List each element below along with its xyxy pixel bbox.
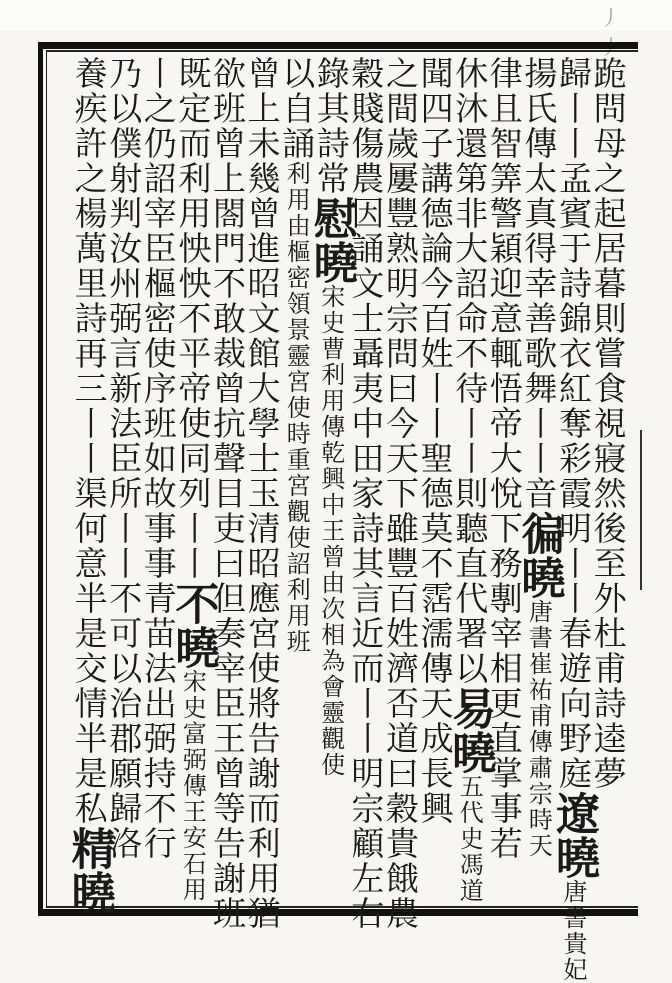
body-text: 之間歲屢豐熟明宗問曰今天下雖豐百姓濟否道曰穀貴餓農 xyxy=(380,56,420,931)
annotation-text: 利用由樞密領景靈宮使時重宮觀使詔利用班 xyxy=(282,161,311,655)
text-column xyxy=(305,56,357,906)
body-text: 欲班曾上閤門不敢裁曾抗聲目吏曰但奏宰臣王曾等告謝班 xyxy=(207,56,247,931)
annotation-text: 五代史馮道 xyxy=(455,774,484,904)
body-text: 揚氏傳太真得幸善歌舞丨丨音 xyxy=(519,56,559,511)
body-text: 既定而利用怏怏不平帝使同列丨丨 xyxy=(173,56,213,581)
text-column xyxy=(588,56,631,906)
body-text: 跪問母之起居暮則嘗食視寢然後至外杜甫詩逵夢 xyxy=(588,56,628,791)
body-text: 丨之仍詔宰臣樞密使序班如故事事青苗法出弼持不行 xyxy=(138,56,178,861)
body-text: 穀賤傷農因誦文士聶夷中田家詩其言近而丨丨明宗顧左右 xyxy=(346,56,386,931)
body-text: 歸丨丨孟賓于詩錦衣紅奪彩霞明丨丨春遊向野庭 xyxy=(553,56,593,791)
scan-top-margin xyxy=(0,0,672,30)
annotation-text: 宋史富弼傳王安石用 xyxy=(178,669,207,903)
annotation-text: 宋史曹利用傳乾興中王曾由次相為會靈觀使 xyxy=(316,284,345,778)
annotation-text: 唐書貴妃 xyxy=(558,879,587,983)
headword: 徧曉 xyxy=(513,511,565,599)
text-column xyxy=(513,56,565,906)
body-text: 聞四子講德論今百姓丨丨聖德莫不霑濡傳天成長興 xyxy=(415,56,455,826)
text-column xyxy=(138,56,181,906)
edge-marks: 丿 丿 xyxy=(600,6,630,59)
headword: 精曉 xyxy=(63,826,115,914)
body-text: 休沐還第非大詔命不待丨丨則聽直代署以 xyxy=(450,56,490,686)
text-column xyxy=(444,56,496,906)
body-text: 錄其詩常 xyxy=(311,56,351,196)
headword: 不曉 xyxy=(167,581,219,669)
text-column xyxy=(415,56,458,906)
body-text: 曾上未幾曾進昭文館大學士玉清昭應宮使將告謝而利用猶 xyxy=(242,56,282,931)
headword: 慰曉 xyxy=(305,196,357,284)
text-column xyxy=(484,56,527,906)
text-column xyxy=(547,56,599,983)
text-column xyxy=(167,56,219,906)
binding-edge xyxy=(640,430,672,590)
text-column xyxy=(104,56,147,906)
body-text: 養疾許之楊萬里詩再三丨丨渠何意半是交情半是私 xyxy=(69,56,109,826)
headword: 易曉 xyxy=(444,686,496,774)
body-text: 乃以僕射判汝州弼言新法臣所丨丨不可以治郡願歸洛 xyxy=(104,56,144,861)
headword: 遼曉 xyxy=(547,791,599,879)
text-column xyxy=(380,56,423,931)
text-column xyxy=(277,56,320,906)
text-column xyxy=(346,56,389,931)
body-text: 以自誦 xyxy=(277,56,317,161)
text-column xyxy=(63,56,115,914)
body-text: 律且智筭警穎迎意輒悟帝大悅下務剸宰相更直掌事若 xyxy=(484,56,524,861)
text-column xyxy=(242,56,285,931)
text-column xyxy=(207,56,250,931)
annotation-text: 唐書崔祐甫傳肅宗時天 xyxy=(524,599,553,859)
